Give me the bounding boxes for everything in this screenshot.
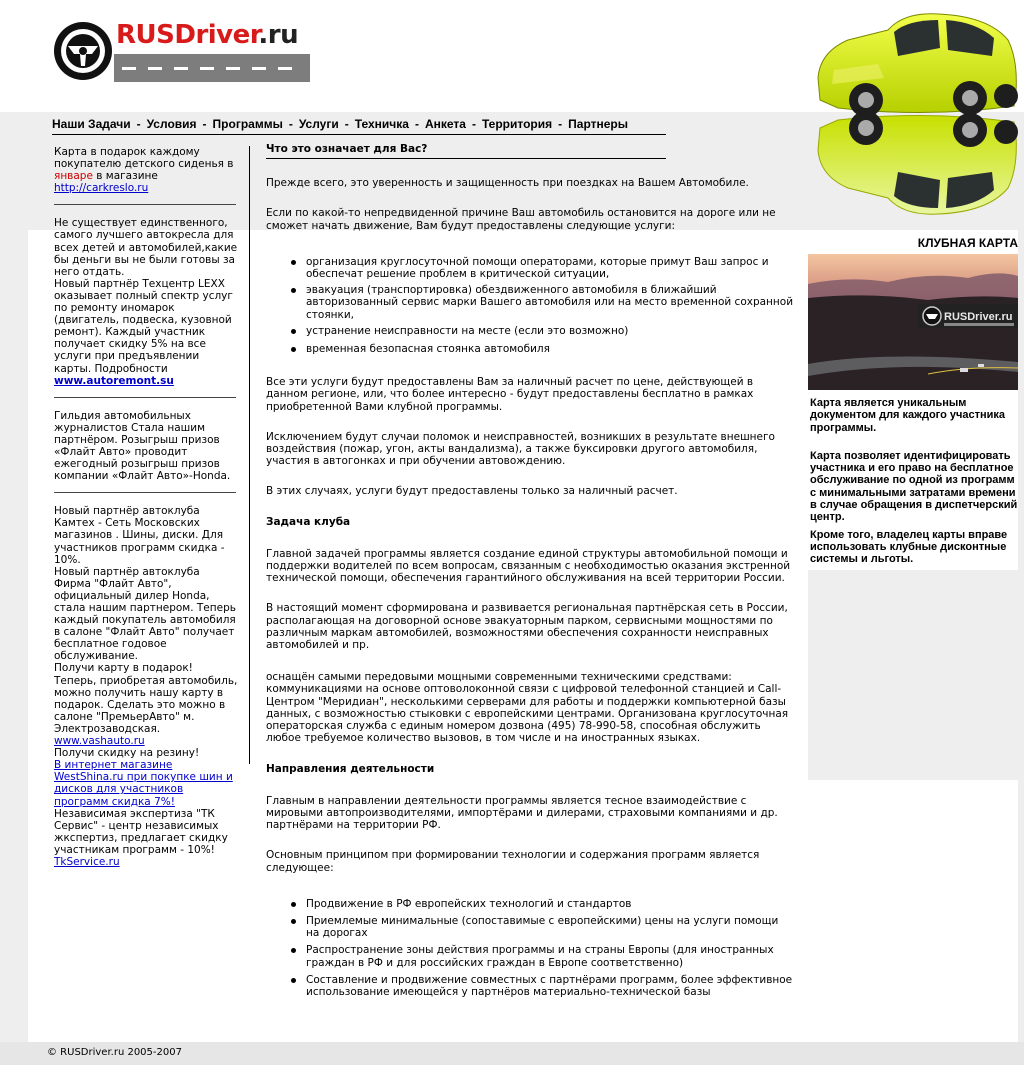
vashauto-link[interactable]: www.vashauto.ru <box>54 735 145 748</box>
nav-item-conditions[interactable]: Условия <box>146 117 197 131</box>
copyright: © RUSDriver.ru 2005-2007 <box>47 1047 182 1058</box>
divider <box>54 204 236 205</box>
nav-underline <box>52 134 666 135</box>
club-card-description <box>810 397 1018 566</box>
list-item: Составление и продвижение совместных с партнёрами программ, более эффективное использование имеющейся у партнёров материально-технической базы <box>266 974 794 998</box>
main-content <box>266 143 794 998</box>
divider <box>54 397 236 398</box>
section-heading: Направления деятельности <box>266 762 435 775</box>
paragraph: Карта позволяет идентифицировать участника и его право на бесплатное обслуживание по одной из программ с минимальными затратами времени в случае обращения в диспетчерский центр. <box>810 449 1018 524</box>
list-item: Продвижение в РФ европейских технологий и стандартов <box>266 898 794 910</box>
principles-list <box>266 898 794 998</box>
nav-item-partners[interactable]: Партнеры <box>568 117 628 131</box>
logo-text: RUSDriver.ru <box>116 20 299 50</box>
nav-item-tasks[interactable]: Наши Задачи <box>52 117 131 131</box>
right-band <box>1018 230 1024 1042</box>
paragraph: Прежде всего, это уверенность и защищенность при поездках на Вашем Автомобиле. <box>266 177 749 190</box>
paragraph: Главной задачей программы является создание единой структуры автомобильной помощи и поддержки водителей по всем вопросам, связанным с необходимостью оказания экстренной технической помощи, обеспечения гарантийного обслуживания на всей территории России. <box>266 547 791 585</box>
site-logo[interactable] <box>52 20 310 84</box>
autoremont-link[interactable]: www.autoremont.su <box>54 374 174 387</box>
column-divider <box>249 146 250 764</box>
section-heading: Задача клуба <box>266 515 351 528</box>
list-item: Приемлемые минимальные (сопоставимые с европейскими) цены на услуги помощи на дорогах <box>266 915 794 939</box>
list-item: эвакуация (транспортировка) обездвиженного автомобиля в ближайший авторизованный сервис марки Вашего автомобиля или на место временной сохранной стоянки, <box>266 284 794 321</box>
list-item: организация круглосуточной помощи операторами, которые примут Ваш запрос и обеспечат решение проблем в критической ситуации, <box>266 256 794 280</box>
main-nav: Наши Задачи - Условия - Программы - Услуги - Техничка - Анкета - Территория - Партнеры <box>52 117 628 131</box>
list-item: устранение неисправности на месте (если это возможно) <box>266 325 794 337</box>
divider <box>54 492 236 493</box>
heading-underline <box>266 158 666 159</box>
nav-item-programs[interactable]: Программы <box>212 117 283 131</box>
westshina-link[interactable]: В интернет магазине WestShina.ru при покупке шин и дисков для участников программ скидка 7%! <box>54 759 233 808</box>
paragraph: Кроме того, владелец карты вправе использовать клубные дисконтные системы и льготы. <box>810 528 1008 566</box>
paragraph: Исключением будут случаи поломок и неисправностей, возникших в результате внешнего воздействия (пожар, угон, акты вандализма), а также буксировки другого автомобиля, участия в автогонках и при обучении автовождению. <box>266 430 775 468</box>
footer <box>0 1042 1024 1065</box>
nav-item-territory[interactable]: Территория <box>481 117 553 131</box>
paragraph: В настоящий момент сформирована и развивается региональная партнёрская сеть в России, располагающая на договорной основе эвакуаторным парком, сервисными мощностями по различным маркам автомобилей, возможностями обеспечения сохранности неисправных автомобилей и пр. <box>266 602 788 652</box>
steering-wheel-icon <box>52 20 114 82</box>
logo-road <box>114 54 310 82</box>
news-item: Карта в подарок каждому покупателю детского сиденья в январе в магазине http://carkreslo.ru <box>54 146 234 195</box>
news-item: Не существует единственного, самого лучшего автокресла для всех детей и автомобилей,какие бы деньги вы не были готовы за него отдать. Новый партнёр Техцентр LEXX оказывает полный спектр услуг по ремонту иномарок (двигатель, подвеска, кузовной ремонт). Каждый участник получает скидку 5% на все услуги при предъявлении карты. Подробности www.autoremont.su <box>54 217 238 387</box>
nav-item-services[interactable]: Услуги <box>298 117 339 131</box>
list-item: Распространение зоны действия программы и на страны Европы (для иностранных граждан в РФ и для российских граждан в Европе соответственно) <box>266 944 794 968</box>
list-item: временная безопасная стоянка автомобиля <box>266 343 794 355</box>
ad-placeholder <box>808 570 1018 780</box>
club-card-title: КЛУБНАЯ КАРТА <box>917 236 1018 250</box>
paragraph: Главным в направлении деятельности программы является тесное взаимодействие с мировыми автопроизводителями, импортёрами и дилерами, страховыми компаниями и др. партнёрами на территории РФ. <box>266 794 778 832</box>
paragraph: Карта является уникальным документом для каждого участника программы. <box>810 397 1006 434</box>
tkservice-link[interactable]: TkService.ru <box>54 855 120 868</box>
carkreslo-link[interactable]: http://carkreslo.ru <box>54 182 149 195</box>
paragraph: Если по какой-то непредвиденной причине Ваш автомобиль остановится на дороге или не сможет начать движение, Вам будут предоставлены следующие услуги: <box>266 207 776 232</box>
services-list <box>266 256 794 355</box>
news-item: Гильдия автомобильных журналистов Стала нашим партнёром. Розыгрыш призов «Флайт Авто» проводит ежегодный розыгрыш призов компании «Флайт Авто»-Honda. <box>54 409 231 483</box>
paragraph: В этих случаях, услуги будут предоставлены только за наличный расчет. <box>266 485 678 498</box>
club-card-image[interactable] <box>808 254 1018 390</box>
card-logo-text: RUSDriver.ru <box>944 311 1013 323</box>
paragraph: Основным принципом при формировании технологии и содержания программ является следующее: <box>266 849 760 874</box>
paragraph: оснащён самыми передовыми мощными современными техническими средствами: коммуникациями на основе оптоволоконной связи с цифровой телефонной станцией и Call-Центром "Меридиан", несколькими серверами для работы и поддержки компьютерной базы данных, с возможностью стыковки с европейскими центрами. Организована круглосуточная операторская служба с единым номером дозвона (495) 78-990-58, способная обслужить любое требуемое количество вызовов, в том числе и на иностранных языках. <box>266 671 789 745</box>
news-sidebar <box>54 146 238 868</box>
news-item: Новый партнёр автоклуба Камтех - Сеть Московских магазинов . Шины, диски. Для участников программ скидка - 10%. Новый партнёр автоклуба Фирма "Флайт Авто", официальный дилер Honda, стала нашим партнером. Теперь каждый покупатель автомобиля в салоне "Флайт Авто" получает бесплатное годовое обслуживание. Получи карту в подарок! Теперь, приобретая автомобиль, можно получить нашу карту в подарок. Сделать это можно в салоне "ПремьерАвто" м. Электрозаводская. www.vashauto.ru Получи скидку на резину! В интернет магазине WestShina.ru при покупке шин и дисков для участников программ скидка 7%! Независимая экспертиза "ТК Сервис" - центр независимых жкспертиз, предлагает скидку участникам программ - 10%! TkService.ru <box>54 505 238 868</box>
nav-item-tech[interactable]: Техничка <box>354 117 409 131</box>
nav-item-form[interactable]: Анкета <box>424 117 466 131</box>
car-image <box>808 0 1024 230</box>
paragraph: Все эти услуги будут предоставлены Вам за наличный расчет по цене, действующей в данном регионе, или, что более интересно - будут предоставлены бесплатно в рамках приобретенной Вами клубной программы. <box>266 376 754 413</box>
section-heading: Что это означает для Вас? <box>266 143 428 155</box>
left-band <box>0 230 28 1042</box>
